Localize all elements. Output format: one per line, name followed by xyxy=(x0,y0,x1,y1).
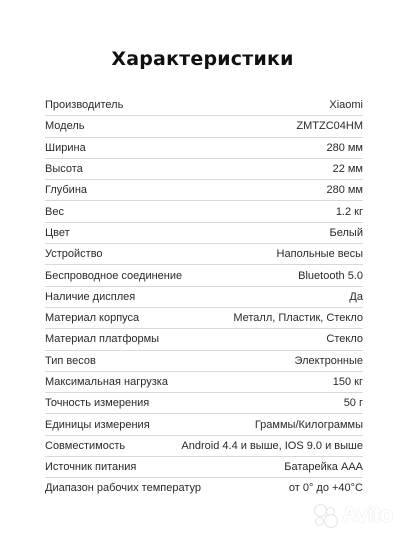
spec-value: Xiaomi xyxy=(329,99,363,112)
spec-row-power-source xyxy=(45,457,363,478)
spec-row-device xyxy=(45,244,363,265)
spec-row-model xyxy=(45,116,363,137)
spec-row-units xyxy=(45,414,363,435)
spec-row-accuracy xyxy=(45,393,363,414)
spec-label: Максимальная нагрузка xyxy=(45,376,168,388)
spec-label: Наличие дисплея xyxy=(45,290,136,303)
spec-label: Цвет xyxy=(45,226,70,239)
spec-row-display xyxy=(45,287,363,308)
spec-label: Единицы измерения xyxy=(45,418,150,431)
spec-value: 22 мм xyxy=(332,163,363,176)
spec-row-color xyxy=(45,223,363,244)
spec-value: 50 г xyxy=(343,397,363,410)
spec-value: 150 кг xyxy=(332,376,363,388)
spec-value: Да xyxy=(349,290,363,303)
spec-value: Bluetooth 5.0 xyxy=(298,269,363,282)
spec-label: Тип весов xyxy=(45,354,96,367)
spec-value: Белый xyxy=(329,226,363,239)
spec-label: Источник питания xyxy=(45,461,137,474)
spec-label: Совместимость xyxy=(45,439,126,452)
spec-label: Производитель xyxy=(45,99,124,112)
spec-label: Модель xyxy=(45,120,85,133)
spec-row-width xyxy=(45,138,363,159)
spec-value: 1.2 кг xyxy=(335,205,363,218)
spec-label: Высота xyxy=(45,163,83,176)
spec-value: Металл, Пластик, Стекло xyxy=(233,312,363,325)
spec-row-wireless xyxy=(45,265,363,286)
spec-label: Материал корпуса xyxy=(45,312,140,325)
spec-value: ZMTZC04HM xyxy=(296,120,363,133)
spec-label: Вес xyxy=(45,205,64,218)
spec-row-temperature xyxy=(45,478,363,498)
spec-value: Напольные весы xyxy=(276,248,363,261)
spec-label: Глубина xyxy=(45,184,88,197)
spec-row-scale-type xyxy=(45,351,363,372)
spec-value: 280 мм xyxy=(326,141,363,154)
spec-row-max-load xyxy=(45,372,363,393)
spec-label: Материал платформы xyxy=(45,333,160,346)
spec-value: Граммы/Килограммы xyxy=(254,418,363,431)
page-title: Характеристики xyxy=(111,48,294,70)
spec-row-manufacturer xyxy=(45,95,363,116)
spec-row-platform-material xyxy=(45,329,363,350)
spec-row-depth xyxy=(45,180,363,201)
spec-row-height xyxy=(45,159,363,180)
avito-logo-icon xyxy=(313,503,337,527)
avito-watermark xyxy=(313,502,393,528)
spec-value: Батарейка AAA xyxy=(284,461,363,474)
spec-row-compatibility xyxy=(45,436,363,457)
spec-label: Устройство xyxy=(45,248,103,261)
spec-row-body-material xyxy=(45,308,363,329)
watermark-text: Avito xyxy=(341,502,393,527)
spec-value: 280 мм xyxy=(326,184,363,197)
spec-value: Электронные xyxy=(294,354,363,367)
spec-label: Точность измерения xyxy=(45,397,150,410)
spec-value: от 0° до +40°С xyxy=(288,482,363,495)
specs-table xyxy=(45,95,363,499)
spec-value: Android 4.4 и выше, IOS 9.0 и выше xyxy=(181,439,363,452)
spec-label: Диапазон рабочих температур xyxy=(45,482,201,495)
spec-row-weight xyxy=(45,201,363,222)
spec-label: Ширина xyxy=(45,141,86,154)
spec-label: Беспроводное соединение xyxy=(45,269,183,282)
spec-value: Стекло xyxy=(326,333,363,346)
